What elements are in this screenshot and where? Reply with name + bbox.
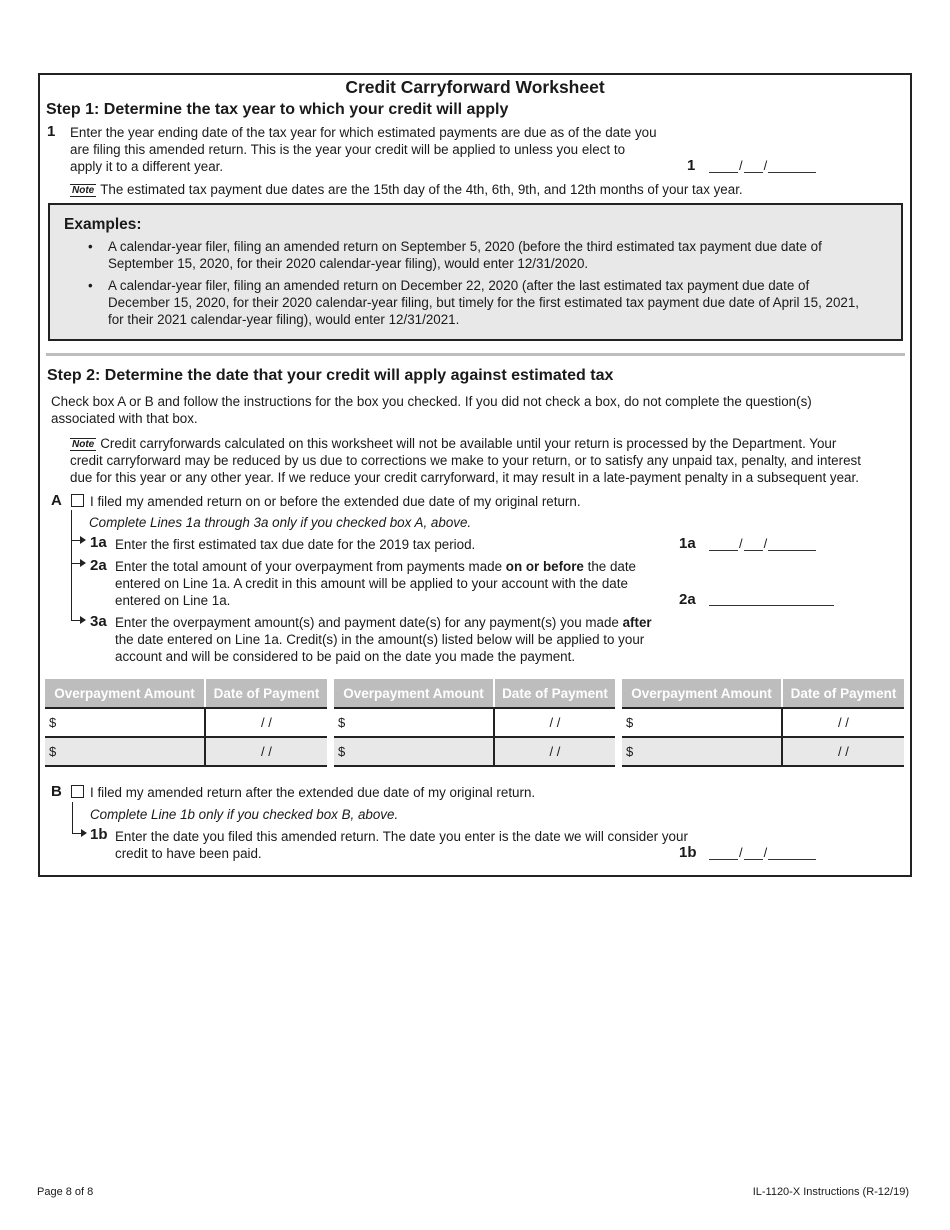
- example2-line-b: December 15, 2020, for their 2020 calendar-year filing, but timely for the first estimated tax payment due date of April 15, 2021,: [108, 295, 860, 310]
- example2-line-a: A calendar-year filer, filing an amended return on December 22, 2020 (after the last estimated tax payment due date of: [108, 278, 810, 293]
- date-slashes: / /: [549, 744, 561, 759]
- line3a-text-c: account and will be considered to be paid on the date you made the payment.: [115, 649, 576, 664]
- line3a-text-b: the date entered on Line 1a. Credit(s) in the amount(s) listed below will be applied to your: [115, 632, 645, 647]
- box-b-letter: B: [51, 783, 62, 800]
- step2-note-line-c: due for this year or any other year. If we reduce your credit carryforward, it may result in a late-payment penalty in a subsequent year.: [70, 470, 859, 485]
- footer-form-id: IL-1120-X Instructions (R-12/19): [752, 1186, 909, 1198]
- line1-number: 1: [47, 123, 56, 140]
- line1-text-b: are filing this amended return. This is the year your credit will be applied to unless you elect to: [70, 142, 626, 157]
- col-date-of-payment: Date of Payment: [205, 679, 327, 708]
- line3a-text-a: [115, 614, 652, 631]
- col-overpayment-amount: Overpayment Amount: [622, 679, 782, 708]
- payment-table-1: [45, 679, 327, 767]
- date-cell[interactable]: [205, 708, 327, 737]
- step2-note-line-a: [70, 435, 836, 452]
- line1-label: 1: [687, 157, 696, 174]
- payment-table-3: [622, 679, 904, 767]
- line2a-text-a-post: the date: [583, 559, 637, 574]
- table-row: [622, 737, 904, 766]
- amount-cell[interactable]: [622, 737, 782, 766]
- worksheet-title: Credit Carryforward Worksheet: [345, 77, 605, 97]
- table-row: [334, 708, 615, 737]
- box-b-instruction: Complete Line 1b only if you checked box B, above.: [90, 807, 399, 822]
- amount-cell[interactable]: [334, 737, 494, 766]
- date-slashes: / /: [261, 715, 272, 730]
- date-cell[interactable]: [782, 708, 904, 737]
- line3a-number: 3a: [90, 613, 107, 630]
- line2a-text-a-bold: on or before: [505, 559, 584, 574]
- step2-heading: Step 2: Determine the date that your credit will apply against estimated tax: [47, 367, 614, 384]
- step2-intro-b: associated with that box.: [51, 411, 198, 426]
- example1-line-b: September 15, 2020, for their 2020 calendar-year filing), would enter 12/31/2020.: [108, 256, 589, 271]
- line2a-amount-field[interactable]: [709, 592, 834, 606]
- date-cell[interactable]: [494, 708, 615, 737]
- line1-text-a: Enter the year ending date of the tax year for which estimated payments are due as of the date you: [70, 125, 657, 140]
- line1b-text-a: Enter the date you filed this amended return. The date you enter is the date we will consider your: [115, 829, 688, 844]
- dollar-sign: $: [626, 744, 634, 759]
- table-row: [45, 737, 327, 766]
- dollar-sign: $: [626, 715, 634, 730]
- dollar-sign: $: [49, 715, 57, 730]
- step1-note-text: The estimated tax payment due dates are the 15th day of the 4th, 6th, 9th, and 12th months of your tax year.: [100, 182, 743, 197]
- table-row: [45, 708, 327, 737]
- bullet-icon: •: [88, 239, 93, 254]
- box-b-tree-line: [72, 802, 73, 833]
- date-slashes: / /: [838, 744, 849, 759]
- line2a-label: 2a: [679, 591, 696, 608]
- line1a-label: 1a: [679, 535, 696, 552]
- line2a-text-a: [115, 558, 636, 575]
- box-a-text: I filed my amended return on or before the extended due date of my original return.: [90, 494, 581, 509]
- example2-line-c: for their 2021 calendar-year filing), would enter 12/31/2021.: [108, 312, 460, 327]
- amount-cell[interactable]: [334, 708, 494, 737]
- date-slashes: / /: [549, 715, 561, 730]
- line1b-date-field[interactable]: / /: [709, 845, 816, 860]
- line2a-text-a-pre: Enter the total amount of your overpayment from payments made: [115, 559, 506, 574]
- step1-heading: Step 1: Determine the tax year to which your credit will apply: [46, 101, 509, 118]
- line3a-text-a-pre: Enter the overpayment amount(s) and payment date(s) for any payment(s) you made: [115, 615, 623, 630]
- line1b-label: 1b: [679, 844, 697, 861]
- line1-text-c: apply it to a different year.: [70, 159, 224, 174]
- dollar-sign: $: [338, 715, 346, 730]
- date-cell[interactable]: [494, 737, 615, 766]
- step1-note: [70, 181, 743, 198]
- table-row: [622, 708, 904, 737]
- note-icon: Note: [72, 185, 95, 196]
- col-overpayment-amount: Overpayment Amount: [334, 679, 494, 708]
- line2a-text-b: entered on Line 1a. A credit in this amount will be applied to your account with the date: [115, 576, 628, 591]
- line1a-number: 1a: [90, 534, 107, 551]
- box-a-checkbox[interactable]: [71, 494, 84, 507]
- step2-intro-a: Check box A or B and follow the instructions for the box you checked. If you did not check a box, do not complete the question(s): [51, 394, 812, 409]
- box-b-checkbox[interactable]: [71, 785, 84, 798]
- arrow-right-icon: [80, 536, 86, 544]
- section-divider: [46, 353, 905, 356]
- line1-date-field[interactable]: / /: [709, 158, 816, 173]
- date-slashes: / /: [261, 744, 272, 759]
- dollar-sign: $: [338, 744, 346, 759]
- col-date-of-payment: Date of Payment: [782, 679, 904, 708]
- arrow-right-icon: [81, 829, 87, 837]
- step2-note-line-b: credit carryforward may be reduced by us due to corrections we make to your return, or to satisfy any unpaid tax, penalty, and interest: [70, 453, 861, 468]
- dollar-sign: $: [49, 744, 57, 759]
- payment-table-2: [334, 679, 615, 767]
- date-slashes: / /: [838, 715, 849, 730]
- box-a-tree-line: [71, 510, 72, 620]
- arrow-right-icon: [80, 616, 86, 624]
- date-cell[interactable]: [205, 737, 327, 766]
- date-cell[interactable]: [782, 737, 904, 766]
- examples-heading: Examples:: [64, 216, 142, 233]
- example1-line-a: A calendar-year filer, filing an amended return on September 5, 2020 (before the third estimated tax payment due date of: [108, 239, 822, 254]
- line1b-number: 1b: [90, 826, 108, 843]
- line2a-number: 2a: [90, 557, 107, 574]
- amount-cell[interactable]: [45, 708, 205, 737]
- note-icon: Note: [72, 439, 95, 450]
- line1a-date-field[interactable]: / /: [709, 536, 816, 551]
- col-date-of-payment: Date of Payment: [494, 679, 615, 708]
- footer-page-number: Page 8 of 8: [37, 1186, 94, 1198]
- box-b-text: I filed my amended return after the extended due date of my original return.: [90, 785, 536, 800]
- col-overpayment-amount: Overpayment Amount: [45, 679, 205, 708]
- amount-cell[interactable]: [622, 708, 782, 737]
- line2a-text-c: entered on Line 1a.: [115, 593, 231, 608]
- step2-note-text-a: Credit carryforwards calculated on this worksheet will not be available until your return is processed by the Department. Your: [100, 436, 837, 451]
- bullet-icon: •: [88, 278, 93, 293]
- table-row: [334, 737, 615, 766]
- box-a-letter: A: [51, 492, 62, 509]
- line3a-text-a-bold: after: [622, 615, 652, 630]
- line1b-text-b: credit to have been paid.: [115, 846, 262, 861]
- amount-cell[interactable]: [45, 737, 205, 766]
- arrow-right-icon: [80, 559, 86, 567]
- line1a-text: Enter the first estimated tax due date for the 2019 tax period.: [115, 537, 476, 552]
- box-a-instruction: Complete Lines 1a through 3a only if you checked box A, above.: [89, 515, 472, 530]
